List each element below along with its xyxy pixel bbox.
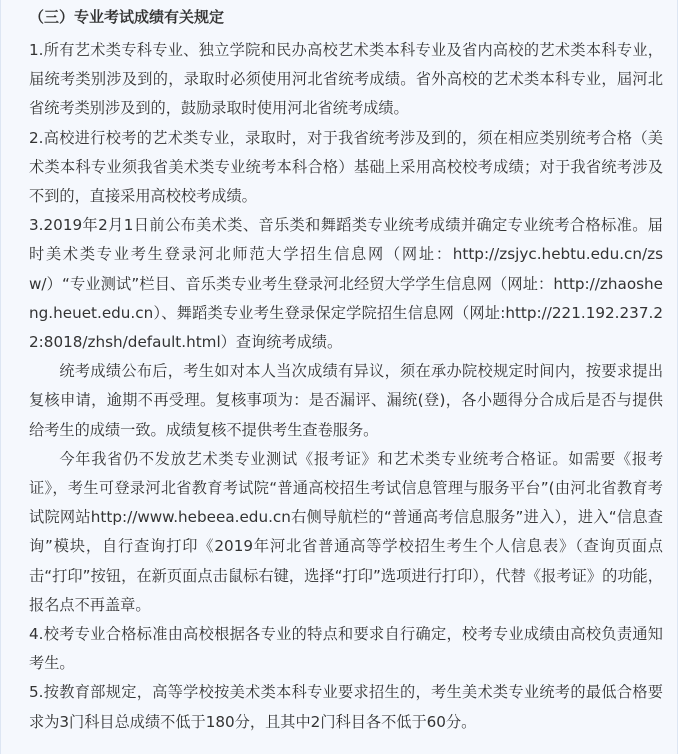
section-title: （三）专业考试成绩有关规定 bbox=[29, 8, 225, 26]
rule-paragraph-3: 3.2019年2月1日前公布美术类、音乐类和舞蹈类专业统考成绩并确定专业统考合格标准。届时美术类专业考生登录河北师范大学招生信息网（网址：http://zsjyc.hebtu.edu.cn/zsw/）“专业测试”栏目、音乐类专业考生登录河北经贸大学学生信息网（网址：http://zhaosheng.heuet.edu.cn）、舞蹈类专业考生登录保定学院招生信息网（网址:http://221.192.237.22:8018/zhsh/default.html）查询统考成绩。 bbox=[29, 216, 663, 352]
admission-ticket-paragraph: 今年我省仍不发放艺术类专业测试《报考证》和艺术类专业统考合格证。如需要《报考证》，考生可登录河北省教育考试院“普通高校招生考试信息管理与服务平台”(由河北省教育考试院网站http://www.hebeea.edu.cn右侧导航栏的“普通高考信息服务”进入），进入“信息查询”模块，自行查询打印《2019年河北省普通高等学校招生考生个人信息表》（查询页面点击“打印”按钮，在新页面点击鼠标右键，选择“打印”选项进行打印），代替《报考证》的功能，报名点不再盖章。 bbox=[29, 449, 663, 614]
rule-paragraph-2: 2.高校进行校考的艺术类专业，录取时，对于我省统考涉及到的，须在相应类别统考合格（美术类本科专业须我省美术类专业统考本科合格）基础上采用高校校考成绩；对于我省统考涉及不到的，直接采用高校校考成绩。 bbox=[29, 128, 663, 206]
rule-paragraph-4: 4.校考专业合格标准由高校根据各专业的特点和要求自行确定，校考专业成绩由高校负责通知考生。 bbox=[29, 625, 663, 673]
score-review-paragraph: 统考成绩公布后，考生如对本人当次成绩有异议，须在承办院校规定时间内，按要求提出复核申请，逾期不再受理。复核事项为：是否漏评、漏统(登)，各小题得分合成后是否与提供给考生的成绩一致。成绩复核不提供考生查卷服务。 bbox=[29, 362, 663, 439]
rule-paragraph-5: 5.按教育部规定，高等学校按美术类本科专业要求招生的，考生美术类专业统考的最低合格要求为3门科目总成绩不低于180分，且其中2门科目各不低于60分。 bbox=[29, 683, 663, 731]
rule-paragraph-1: 1.所有艺术类专科专业、独立学院和民办高校艺术类本科专业及省内高校的艺术类本科专业，届统考类别涉及到的，录取时必须使用河北省统考成绩。省外高校的艺术类本科专业，屆河北省统考类别涉及到的，鼓励录取时使用河北省统考成绩。 bbox=[29, 41, 663, 118]
